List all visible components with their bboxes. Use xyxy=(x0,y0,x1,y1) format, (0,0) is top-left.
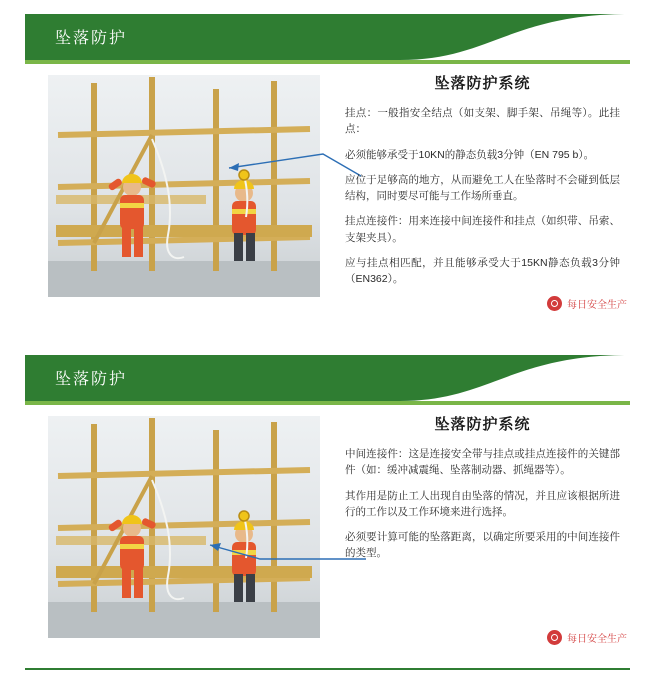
slide-2 xyxy=(25,355,630,655)
brand-logo-icon xyxy=(547,296,562,311)
slide-1-header xyxy=(25,14,630,60)
brand-footer-2 xyxy=(547,630,627,645)
slide-1-paragraph-5: 应与挂点相匹配，并且能够承受大于15KN静态负载3分钟（EN362）。 xyxy=(345,256,620,286)
header-curve-decoration xyxy=(400,355,630,401)
brand-label-1: 每日安全生产 xyxy=(567,300,627,311)
slide-1 xyxy=(25,14,630,314)
slide-2-paragraph-2: 其作用是防止工人出现自由坠落的情况，并且应该根据所进行的工作以及工作环境来进行选择。 xyxy=(345,489,620,518)
slide-1-paragraph-2: 必须能够承受于10KN的静态负载3分钟（EN 795 b）。 xyxy=(345,148,595,161)
slide-2-body xyxy=(25,405,630,655)
brand-logo-icon xyxy=(547,630,562,645)
photo-illustration xyxy=(48,416,320,638)
brand-footer-1 xyxy=(547,296,627,311)
photo-illustration xyxy=(48,75,320,297)
brand-label-2: 每日安全生产 xyxy=(567,634,627,645)
slide-2-paragraph-1: 中间连接件：这是连接安全带与挂点或挂点连接件的关键部件（如：缓冲减震绳、坠落制动器、抓绳器等）。 xyxy=(345,448,620,477)
slide-1-body xyxy=(25,64,630,314)
slide-2-title: 坠落防护 xyxy=(55,371,128,388)
slide-1-paragraph-3: 应位于足够高的地方，从而避免工人在坠落时不会碰到低层结构，同时要尽可能与工作场所垂直。 xyxy=(345,173,620,203)
slide-1-content xyxy=(345,72,620,287)
slide-1-paragraph-4: 挂点连接件：用来连接中间连接件和挂点（如织带、吊索、支架夹具）。 xyxy=(345,215,620,244)
slide-2-paragraph-3: 必须要计算可能的坠落距离，以确定所要采用的中间连接件的类型。 xyxy=(345,531,620,560)
scaffolding-photo-2 xyxy=(47,415,321,639)
slide-1-paragraph-1: 挂点：一般指安全结点（如支架、脚手架、吊绳等）。此挂点： xyxy=(345,107,620,136)
page-bottom-rule xyxy=(25,668,630,670)
slide-1-content-title: 坠落防护系统 xyxy=(434,75,531,92)
header-curve-decoration xyxy=(400,14,630,60)
scaffolding-photo-1 xyxy=(47,74,321,298)
slide-2-content xyxy=(345,413,620,562)
slide-2-header xyxy=(25,355,630,401)
slide-1-title: 坠落防护 xyxy=(55,30,128,47)
slide-2-content-title: 坠落防护系统 xyxy=(434,416,531,433)
